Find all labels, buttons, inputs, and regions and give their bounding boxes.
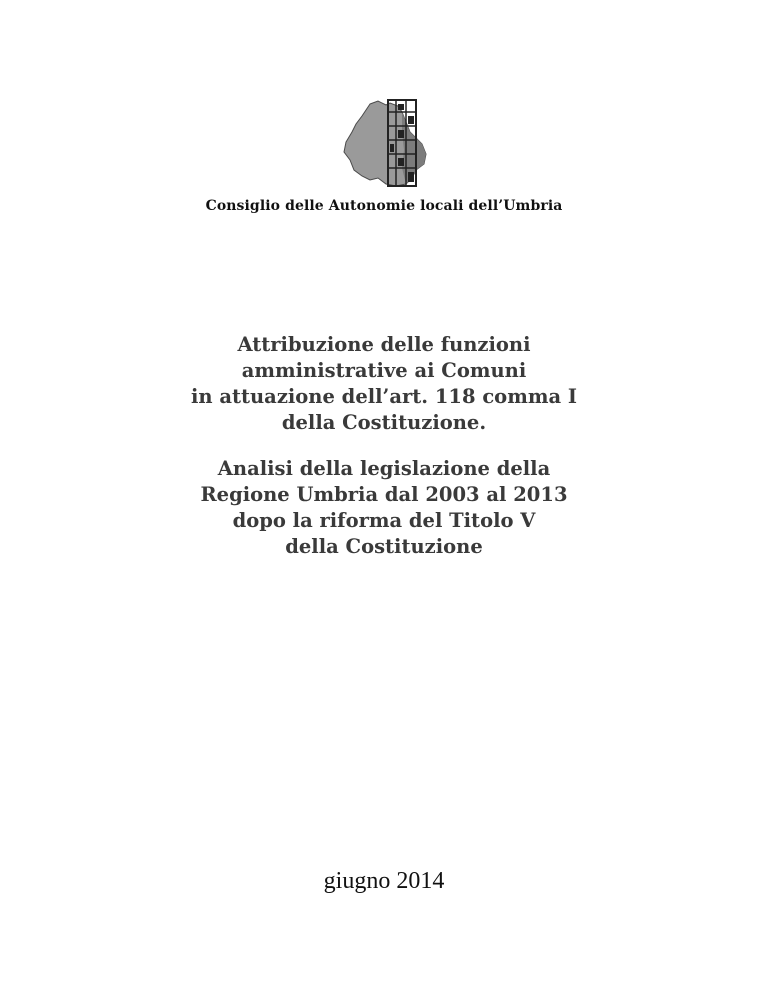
subtitle-line: Analisi della legislazione della [217,457,551,480]
title-line: in attuazione dell’art. 118 comma I [190,385,578,408]
umbria-region-logo-icon [340,98,430,190]
organization-name: Consiglio delle Autonomie locali dell’Umbria [205,198,563,214]
document-subtitle [0,456,768,560]
subtitle-line: della Costituzione [285,535,483,558]
subtitle-line: dopo la riforma del Titolo V [232,509,536,532]
title-line: della Costituzione. [281,411,487,434]
publication-date: giugno 2014 [323,868,445,894]
title-line: Attribuzione delle funzioni [237,333,531,356]
title-line: amministrative ai Comuni [241,359,527,382]
document-title [0,332,768,436]
subtitle-line: Regione Umbria dal 2003 al 2013 [200,483,568,506]
